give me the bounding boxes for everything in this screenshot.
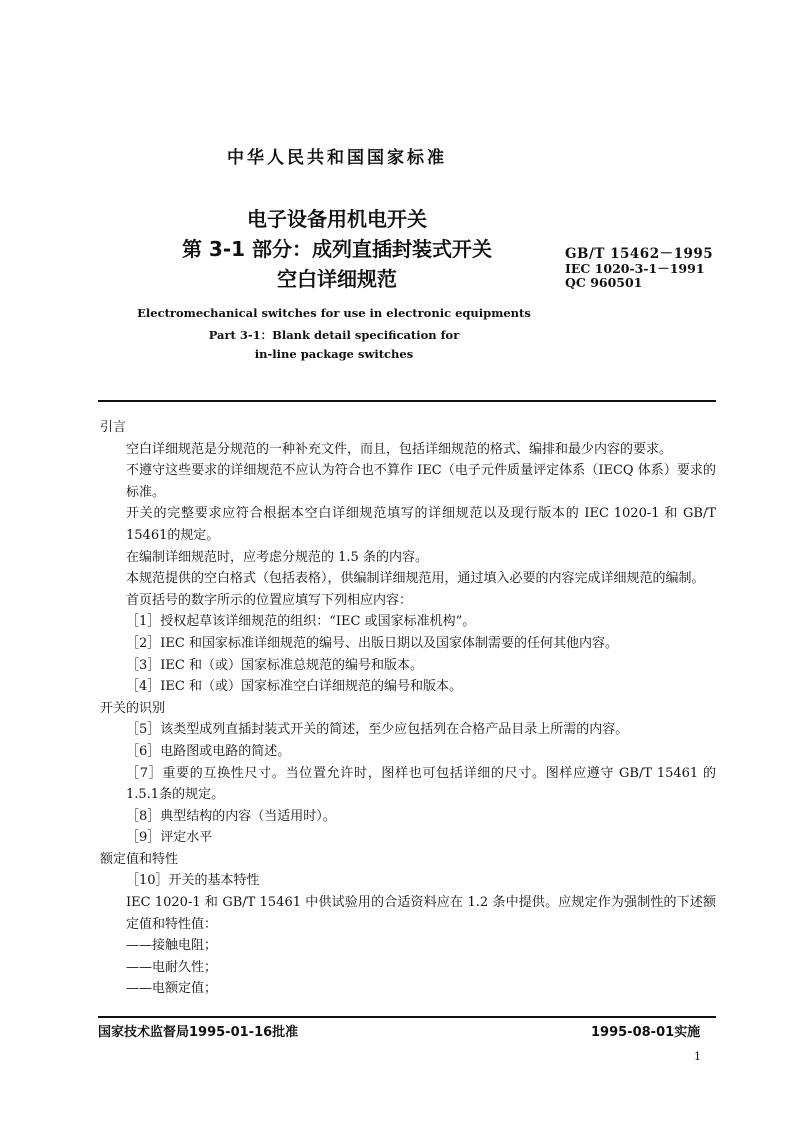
list-item: ［2］IEC 和国家标准详细规范的编号、出版日期以及国家体制需要的任何其他内容。	[126, 635, 618, 651]
standard-code-qc: QC 960501	[565, 275, 643, 290]
list-item: ［7］重要的互换性尺寸。当位置允许时，图样也可包括详细的尺寸。图样应遵守 GB/T 15461 的 1.5.1条的规定。	[126, 765, 716, 803]
paragraph: 首页括号的数字所示的位置应填写下列相应内容：	[126, 592, 413, 608]
section-heading-identification: 开关的识别	[100, 700, 166, 716]
footer-divider	[98, 1016, 716, 1018]
paragraph: 在编制详细规范时，应考虑分规范的 1.5 条的内容。	[126, 549, 428, 565]
dash-item: ——接触电阻；	[126, 938, 218, 954]
section-heading-ratings: 额定值和特性	[100, 851, 179, 867]
title-line-1: 电子设备用机电开关	[247, 207, 427, 231]
list-item: ［3］IEC 和（或）国家标准总规范的编号和版本。	[126, 657, 423, 673]
implementation-date: 1995-08-01实施	[591, 1025, 701, 1040]
list-item: ［10］开关的基本特性	[126, 873, 260, 889]
list-item: ［6］电路图或电路的简述。	[126, 743, 291, 759]
paragraph: 开关的完整要求应符合根据本空白详细规范填写的详细规范以及现行版本的 IEC 1020-1 和 GB/T 15461的规定。	[126, 506, 716, 543]
paragraph: IEC 1020-1 和 GB/T 15461 中供试验用的合适资料应在 1.2 条中提供。应规定作为强制性的下述额定值和特性值：	[126, 895, 716, 932]
paragraph: 不遵守这些要求的详细规范不应认为符合也不算作 IEC（电子元件质量评定体系（IECQ 体系）要求的标准。	[126, 463, 716, 500]
english-title-line-3: in-line package switches	[254, 347, 414, 361]
list-item: ［1］授权起草该详细规范的组织：“IEC 或国家标准机构”。	[126, 614, 476, 630]
paragraph: 本规范提供的空白格式（包括表格），供编制详细规范用，通过填入必要的内容完成详细规范的编制。	[126, 571, 705, 587]
standard-code-gb: GB/T 15462－1995	[565, 246, 714, 262]
title-line-3: 空白详细规范	[277, 267, 397, 291]
title-line-2: 第 3-1 部分：成列直插封装式开关	[181, 237, 493, 261]
english-title-line-1: Electromechanical switches for use in electronic equipments	[137, 306, 531, 320]
approval-date: 国家技术监督局1995-01-16批准	[98, 1025, 299, 1040]
list-item: ［4］IEC 和（或）国家标准空白详细规范的编号和版本。	[126, 679, 462, 695]
page-number: 1	[694, 1050, 701, 1063]
header-divider	[98, 400, 716, 402]
section-heading-introduction: 引言	[100, 420, 127, 435]
paragraph: 空白详细规范是分规范的一种补充文件，而且，包括详细规范的格式、编排和最少内容的要求。	[126, 441, 673, 457]
english-title-line-2: Part 3-1：Blank detail specification for	[208, 328, 460, 342]
list-item: ［5］该类型成列直插封装式开关的简述，至少应包括列在合格产品目录上所需的内容。	[126, 722, 629, 738]
document-body	[100, 417, 716, 1000]
dash-item: ——电额定值；	[126, 981, 218, 997]
standard-code-iec: IEC 1020-3-1－1991	[565, 261, 705, 276]
national-standard-heading: 中华人民共和国国家标准	[227, 148, 447, 168]
list-item: ［9］评定水平	[126, 830, 213, 846]
dash-item: ——电耐久性；	[126, 959, 218, 975]
list-item: ［8］典型结构的内容（当适用时）。	[126, 808, 336, 824]
